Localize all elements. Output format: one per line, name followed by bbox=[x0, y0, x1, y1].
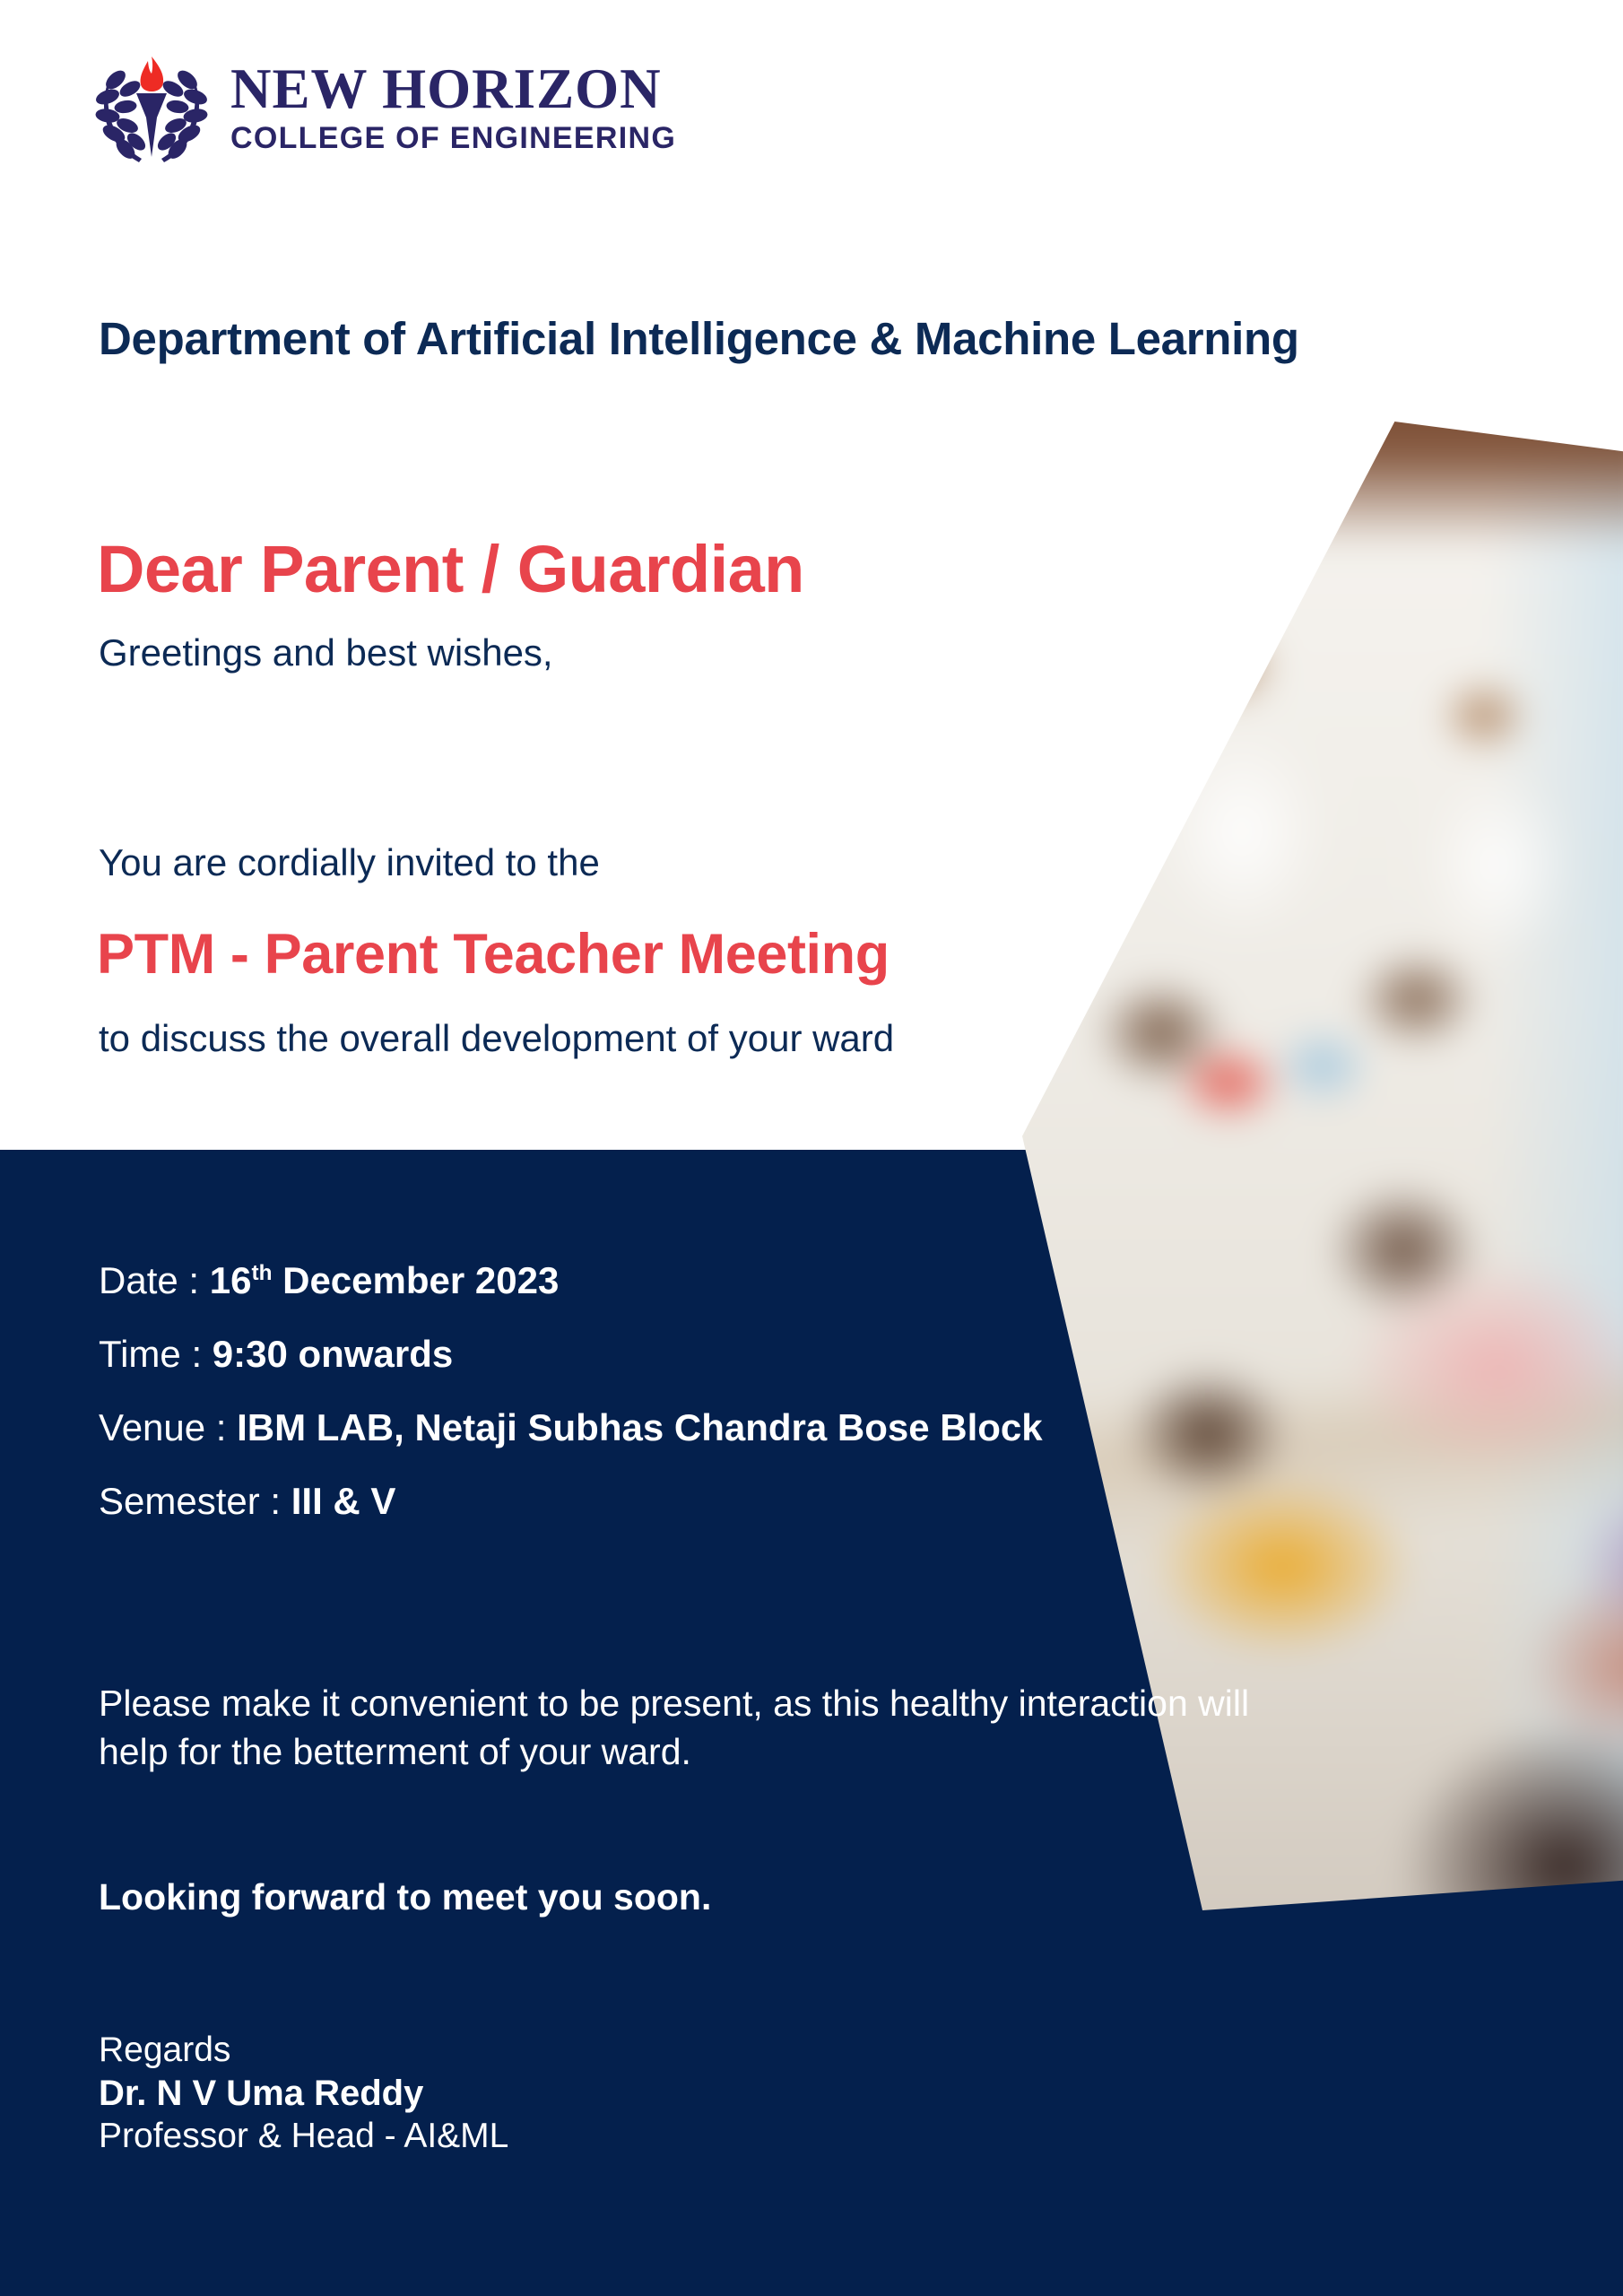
torch-laurel-icon bbox=[85, 49, 218, 164]
signature-block bbox=[99, 2029, 508, 2158]
signature-name: Dr. N V Uma Reddy bbox=[99, 2073, 424, 2113]
invitation-subtext: to discuss the overall development of your ward bbox=[99, 1017, 895, 1059]
detail-row-time bbox=[99, 1333, 1043, 1376]
detail-label-date: Date : bbox=[99, 1259, 200, 1301]
detail-row-date bbox=[99, 1259, 1043, 1302]
signature-role: Professor & Head - AI&ML bbox=[99, 2117, 509, 2156]
logo-title-secondary: COLLEGE OF ENGINEERING bbox=[230, 120, 677, 155]
attendance-note: Please make it convenient to be present, as this healthy interaction will help for the betterment of your ward. bbox=[99, 1683, 1250, 1773]
detail-value-date bbox=[210, 1259, 560, 1301]
detail-label-venue: Venue : bbox=[99, 1406, 238, 1448]
detail-value-time: 9:30 onwards bbox=[212, 1333, 454, 1375]
closing-line: Looking forward to meet you soon. bbox=[99, 1876, 712, 1918]
detail-row-venue bbox=[99, 1406, 1043, 1449]
logo-title-primary: NEW HORIZON bbox=[230, 57, 662, 120]
event-details-list bbox=[99, 1259, 1043, 1553]
department-heading: Department of Artificial Intelligence & Machine Learning bbox=[99, 313, 1299, 364]
college-logo bbox=[85, 49, 676, 164]
salutation-heading: Dear Parent / Guardian bbox=[97, 532, 804, 606]
date-day-number: 16 bbox=[209, 1259, 252, 1301]
detail-value-semester: III & V bbox=[291, 1480, 396, 1522]
date-month-year: December 2023 bbox=[272, 1259, 560, 1301]
detail-row-semester bbox=[99, 1480, 1043, 1523]
date-ordinal-suffix: th bbox=[251, 1261, 273, 1285]
invitation-lead-text: You are cordially invited to the bbox=[99, 841, 600, 883]
detail-value-venue: IBM LAB, Netaji Subhas Chandra Bose Block bbox=[237, 1406, 1043, 1448]
greeting-text: Greetings and best wishes, bbox=[99, 631, 553, 674]
detail-label-semester: Semester : bbox=[99, 1480, 282, 1522]
event-title-heading: PTM - Parent Teacher Meeting bbox=[97, 923, 890, 986]
signature-regards: Regards bbox=[99, 2031, 231, 2069]
detail-label-time: Time : bbox=[99, 1333, 203, 1375]
